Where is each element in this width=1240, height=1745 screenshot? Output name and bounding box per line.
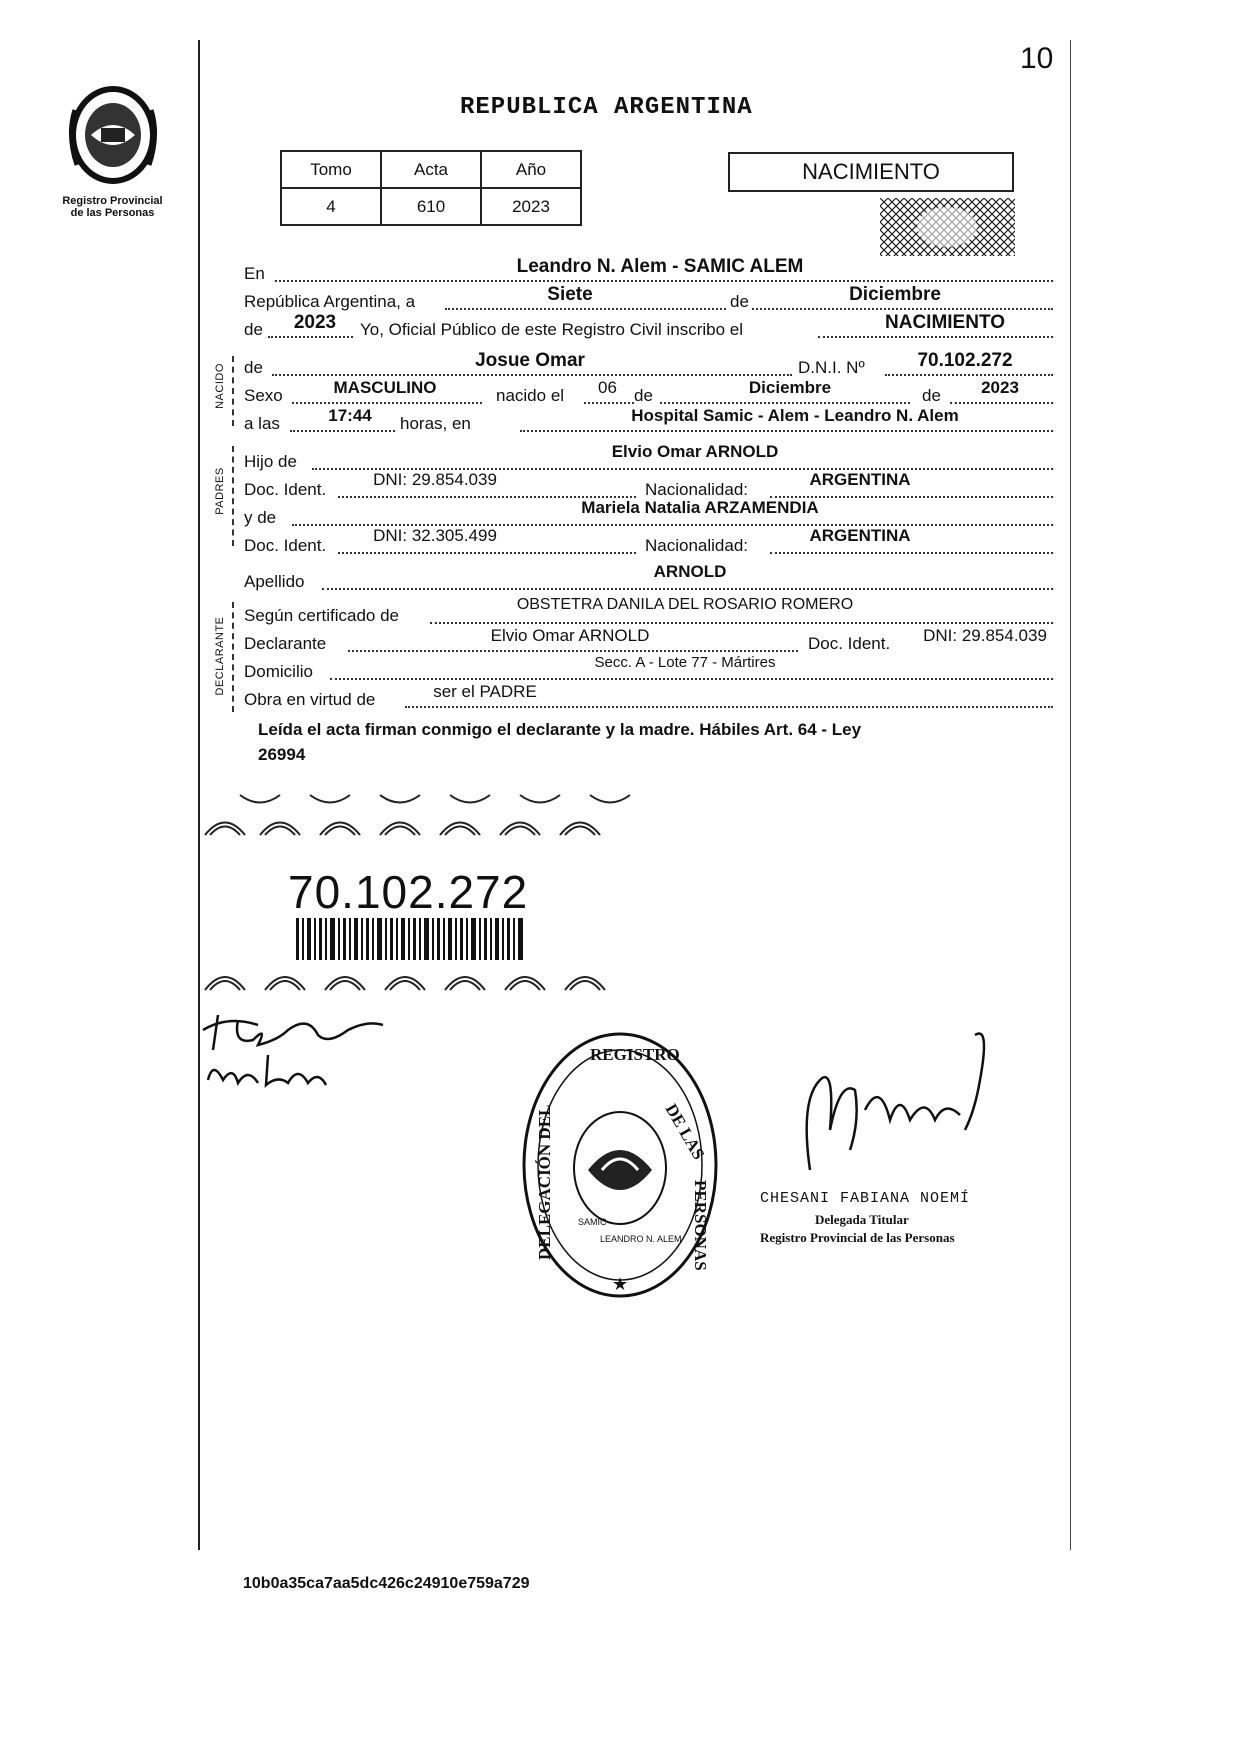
birth-de-label: de bbox=[634, 386, 653, 405]
birth-year-dots bbox=[950, 402, 1053, 404]
declarante-bracket bbox=[232, 602, 234, 712]
nacido-bracket bbox=[232, 356, 234, 426]
yde-label: y de bbox=[244, 508, 277, 527]
en-label: En bbox=[244, 264, 265, 283]
nacido-name: Josue Omar bbox=[475, 350, 585, 371]
table-value-anio: 2023 bbox=[481, 188, 581, 225]
nacido-de-label: de bbox=[244, 358, 263, 377]
record-table bbox=[280, 150, 582, 226]
day-value: Siete bbox=[547, 284, 593, 305]
mother-doc-label: Doc. Ident. bbox=[244, 536, 327, 555]
svg-text:DE LAS: DE LAS bbox=[661, 1100, 709, 1163]
mother-name: Mariela Natalia ARZAMENDIA bbox=[581, 498, 819, 517]
domicilio-value: Secc. A - Lote 77 - Mártires bbox=[594, 654, 776, 671]
closing-text-line1: Leída el acta firman conmigo el declarante y la madre. Hábiles Art. 64 - Ley bbox=[258, 720, 862, 739]
svg-text:PERSONAS: PERSONAS bbox=[691, 1180, 710, 1271]
table-header-tomo: Tomo bbox=[281, 151, 381, 188]
obra-label: Obra en virtud de bbox=[244, 690, 376, 709]
apellido-label: Apellido bbox=[244, 572, 305, 591]
event-value: NACIMIENTO bbox=[885, 312, 1005, 333]
svg-text:LEANDRO N. ALEM: LEANDRO N. ALEM bbox=[600, 1234, 682, 1244]
place-dots bbox=[520, 430, 1053, 432]
apellido-dots bbox=[322, 588, 1053, 590]
declarante-doc: DNI: 29.854.039 bbox=[923, 626, 1047, 645]
document-type: NACIMIENTO bbox=[802, 159, 940, 184]
birth-de-label-2: de bbox=[922, 386, 941, 405]
svg-text:DELEGACIÓN DEL: DELEGACIÓN DEL bbox=[535, 1104, 554, 1260]
sexo-label: Sexo bbox=[244, 386, 283, 405]
domicilio-dots bbox=[330, 678, 1053, 680]
father-doc-label: Doc. Ident. bbox=[244, 480, 327, 499]
declarante-label: Declarante bbox=[244, 634, 327, 653]
logo-caption-line2: de las Personas bbox=[70, 207, 155, 219]
month-value: Diciembre bbox=[849, 284, 941, 305]
segun-dots bbox=[430, 622, 1053, 624]
closing-text-line2: 26994 bbox=[258, 745, 306, 764]
declarant-signature bbox=[198, 1005, 398, 1105]
svg-text:REGISTRO: REGISTRO bbox=[590, 1045, 680, 1064]
svg-text:★: ★ bbox=[612, 1274, 629, 1294]
right-margin-line bbox=[1070, 40, 1071, 1550]
document-hash: 10b0a35ca7aa5dc426c24910e759a729 bbox=[243, 1575, 530, 1592]
table-value-acta: 610 bbox=[381, 188, 481, 225]
birth-day: 06 bbox=[598, 378, 617, 397]
security-strip-bottom bbox=[200, 958, 645, 992]
segun-value: OBSTETRA DANILA DEL ROSARIO ROMERO bbox=[516, 596, 854, 613]
nacido-section-label: NACIDO bbox=[214, 363, 226, 409]
table-header-acta: Acta bbox=[381, 151, 481, 188]
birth-month-dots bbox=[660, 402, 910, 404]
en-dots bbox=[275, 280, 1053, 282]
table-value-tomo: 4 bbox=[281, 188, 381, 225]
official-signature bbox=[780, 1020, 1010, 1190]
sexo-value: MASCULINO bbox=[333, 378, 437, 397]
mother-nationality-label: Nacionalidad: bbox=[645, 536, 749, 555]
logo-caption-line1: Registro Provincial bbox=[62, 195, 163, 207]
dni-value: 70.102.272 bbox=[917, 350, 1013, 371]
de-label-1: de bbox=[730, 292, 749, 311]
security-pattern-icon bbox=[880, 198, 1015, 256]
official-text: Yo, Oficial Público de este Registro Civil inscribo el bbox=[360, 320, 743, 339]
birth-day-dots bbox=[584, 402, 634, 404]
year-label: de bbox=[244, 320, 263, 339]
sexo-dots bbox=[292, 402, 482, 404]
misiones-coat-of-arms-icon bbox=[63, 80, 163, 190]
obra-dots bbox=[405, 706, 1053, 708]
logo bbox=[55, 80, 170, 219]
birth-place: Hospital Samic - Alem - Leandro N. Alem bbox=[631, 406, 959, 425]
declarante-value: Elvio Omar ARNOLD bbox=[490, 626, 650, 645]
official-role: Delegada Titular bbox=[815, 1212, 909, 1227]
mother-nationality-dots bbox=[770, 552, 1053, 554]
security-strip-top bbox=[200, 790, 645, 838]
mother-doc-dots bbox=[338, 552, 636, 554]
apellido-value: ARNOLD bbox=[653, 562, 727, 581]
domicilio-label: Domicilio bbox=[244, 662, 313, 681]
obra-value: ser el PADRE bbox=[433, 682, 537, 701]
nacido-el-label: nacido el bbox=[496, 386, 565, 405]
segun-label: Según certificado de bbox=[244, 606, 399, 625]
registry-stamp-icon bbox=[520, 1030, 720, 1300]
horas-label: horas, en bbox=[400, 414, 471, 433]
page-number: 10 bbox=[1020, 42, 1054, 75]
table-header-anio: Año bbox=[481, 151, 581, 188]
declarante-section-label: DECLARANTE bbox=[214, 616, 226, 696]
dni-dots bbox=[885, 374, 1053, 376]
barcode-icon bbox=[296, 918, 526, 960]
republica-label: República Argentina, a bbox=[244, 292, 416, 311]
hora-value: 17:44 bbox=[328, 406, 372, 425]
hora-dots bbox=[290, 430, 395, 432]
birth-month: Diciembre bbox=[748, 378, 832, 397]
document-type-box bbox=[728, 152, 1014, 192]
birth-year: 2023 bbox=[981, 378, 1019, 397]
year-dots bbox=[268, 336, 353, 338]
hora-label: a las bbox=[244, 414, 280, 433]
father-name: Elvio Omar ARNOLD bbox=[611, 442, 779, 461]
declarante-doc-label: Doc. Ident. bbox=[808, 634, 891, 653]
father-nationality-label: Nacionalidad: bbox=[645, 480, 749, 499]
country-title: REPUBLICA ARGENTINA bbox=[460, 94, 753, 121]
year-value: 2023 bbox=[293, 312, 337, 333]
en-value: Leandro N. Alem - SAMIC ALEM bbox=[516, 256, 804, 277]
official-office: Registro Provincial de las Personas bbox=[760, 1230, 955, 1245]
mother-doc: DNI: 32.305.499 bbox=[373, 526, 497, 545]
hijo-label: Hijo de bbox=[244, 452, 297, 471]
padres-section-label: PADRES bbox=[214, 467, 226, 515]
mother-nationality: ARGENTINA bbox=[809, 526, 911, 545]
barcode-number: 70.102.272 bbox=[288, 866, 529, 918]
father-nationality: ARGENTINA bbox=[809, 470, 911, 489]
padres-bracket bbox=[232, 446, 234, 546]
declarante-dots bbox=[348, 650, 798, 652]
dni-label: D.N.I. Nº bbox=[798, 358, 865, 377]
father-doc: DNI: 29.854.039 bbox=[373, 470, 497, 489]
nacido-name-dots bbox=[272, 374, 792, 376]
svg-text:SAMIC: SAMIC bbox=[578, 1217, 607, 1227]
official-name: CHESANI FABIANA NOEMÍ bbox=[760, 1190, 971, 1207]
event-dots bbox=[818, 336, 1053, 338]
